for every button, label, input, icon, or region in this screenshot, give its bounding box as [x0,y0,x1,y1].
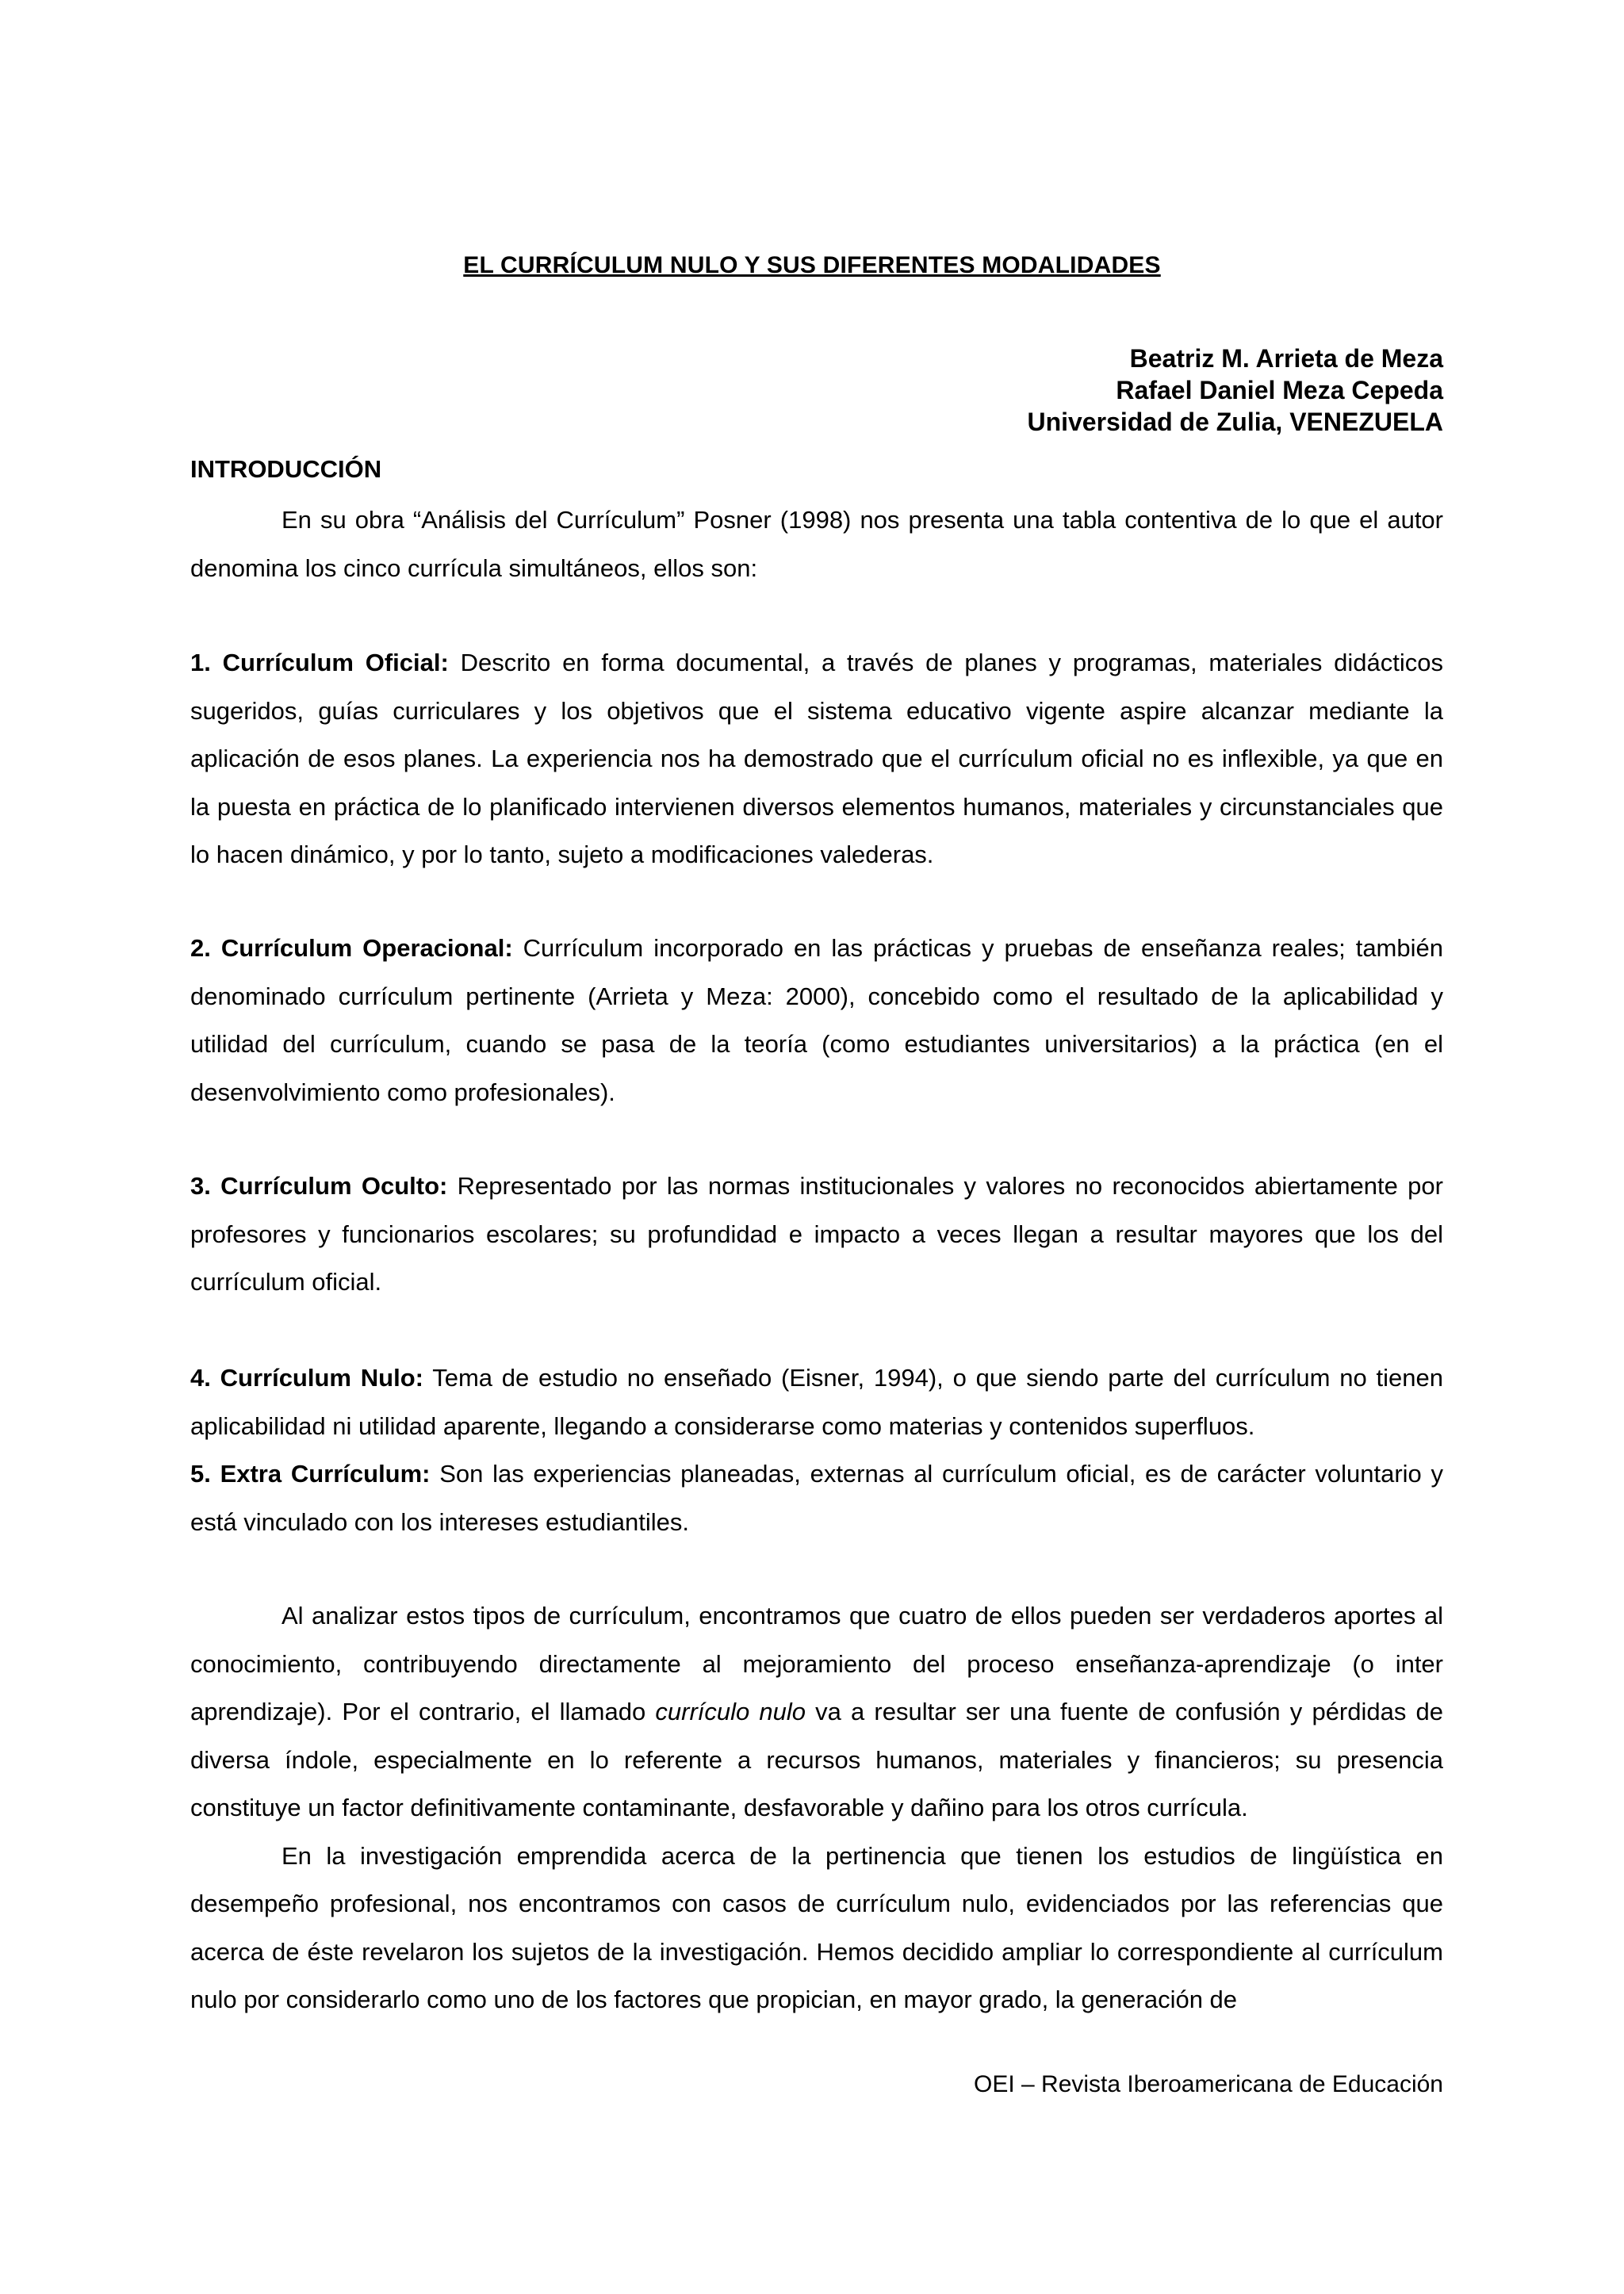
analysis-text-end: va a resultar ser una fuente de confusión y pérdidas de diversa índole, especialmente en lo referente a recursos humanos, materiales y financieros; su presencia constituye un factor definitivamente contaminante, desfavorable y dañino para los otros currícula. [190,1698,1443,1821]
item-paragraph [190,925,1443,1116]
section-heading-introduccion: INTRODUCCIÓN [190,455,382,483]
item-text: Tema de estudio no enseñado (Eisner, 1994), o que siendo parte del currículum no tienen aplicabilidad ni utilidad aparente, llegando a considerarse como materias y contenidos superfluos. [190,1364,1443,1440]
page-footer: OEI – Revista Iberoamericana de Educación [974,2071,1443,2097]
item-oculto [190,1162,1443,1307]
item-text: Son las experiencias planeadas, externas al currículum oficial, es de carácter voluntario y está vinculado con los intereses estudiantiles. [190,1460,1443,1536]
intro-paragraph-block [190,496,1443,592]
document-title: EL CURRÍCULUM NULO Y SUS DIFERENTES MODALIDADES [463,252,1161,278]
item-label: 2. Currículum Operacional: [190,934,513,962]
analysis-text-start: Al analizar estos tipos de currículum, encontramos que cuatro de ellos pueden ser verdaderos aportes al conocimiento, contribuyendo directamente al mejoramiento del proceso enseñanza-aprendizaje (o inter aprendizaje). Por el contrario, el llamado [190,1602,1443,1725]
author-name-1: Beatriz M. Arrieta de Meza [1129,344,1443,373]
item-label: 1. Currículum Oficial: [190,649,449,676]
item-paragraph [190,639,1443,879]
item-label: 5. Extra Currículum: [190,1460,431,1488]
item-oficial [190,639,1443,879]
research-paragraph: En la investigación emprendida acerca de la pertinencia que tienen los estudios de lingüística en desempeño profesional, nos encontramos con casos de currículum nulo, evidenciados por las referencias que acerca de éste revelaron los sujetos de la investigación. Hemos decidido ampliar lo correspondiente al currículum nulo por considerarlo como uno de los factores que propician, en mayor grado, la generación de [190,1841,1443,2013]
author-affiliation: Universidad de Zulia, VENEZUELA [1027,408,1443,436]
item-text: Currículum incorporado en las prácticas y pruebas de enseñanza reales; también denominado currículum pertinente (Arrieta y Meza: 2000), concebido como el resultado de la aplicabilidad y utilidad del currículum, cuando se pasa de la teoría (como estudiantes universitarios) a la práctica (en el desenvolvimiento como profesionales). [190,934,1443,1106]
item-paragraph [190,1354,1443,1450]
analysis-block [190,1592,1443,2024]
item-label: 4. Currículum Nulo: [190,1364,423,1392]
author-name-2: Rafael Daniel Meza Cepeda [1116,376,1443,404]
item-paragraph [190,1162,1443,1307]
intro-paragraph: En su obra “Análisis del Currículum” Posner (1998) nos presenta una tabla contentiva de lo que el autor denomina los cinco currícula simultáneos, ellos son: [190,506,1443,582]
item-text: Representado por las normas institucionales y valores no reconocidos abiertamente por profesores y funcionarios escolares; su profundidad e impacto a veces llegan a resultar mayores que los del currículum oficial. [190,1172,1443,1296]
author-block [1027,343,1443,438]
analysis-paragraph [190,1592,1443,1833]
item-text: Descrito en forma documental, a través de planes y programas, materiales didácticos sugeridos, guías curriculares y los objetivos que el sistema educativo vigente aspire alcanzar mediante la aplicación de esos planes. La experiencia nos ha demostrado que el currículum oficial no es inflexible, ya que en la puesta en práctica de lo planificado intervienen diversos elementos humanos, materiales y circunstanciales que lo hacen dinámico, y por lo tanto, sujeto a modificaciones valederas. [190,649,1443,868]
analysis-italic-term: currículo nulo [655,1698,806,1725]
item-nulo-extra-block [190,1354,1443,1546]
item-label: 3. Currículum Oculto: [190,1172,448,1200]
item-operacional [190,925,1443,1116]
item-paragraph [190,1450,1443,1546]
